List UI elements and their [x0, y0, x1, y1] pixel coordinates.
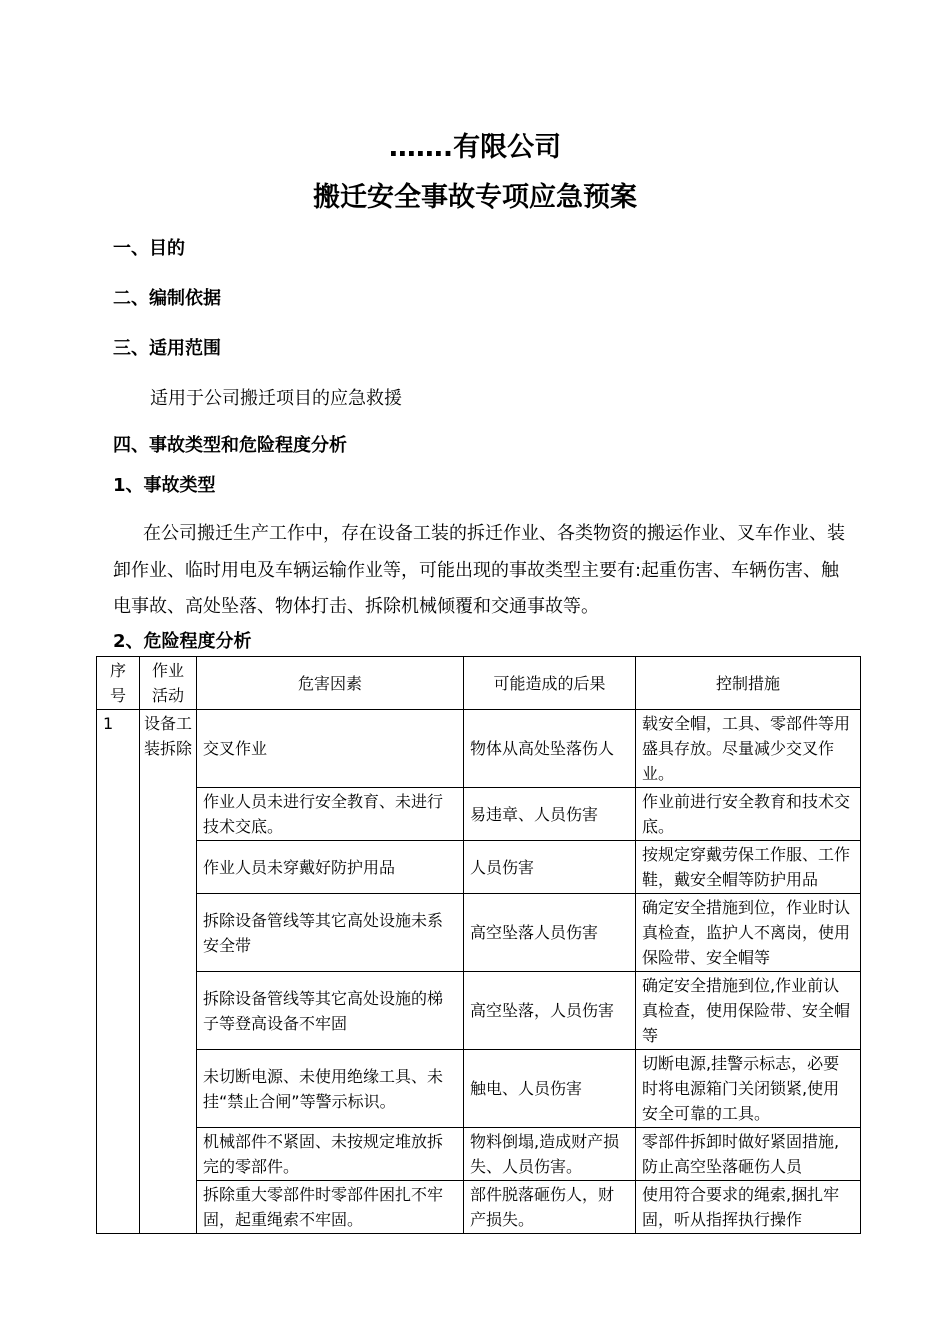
table-row	[97, 1181, 861, 1234]
table-row	[97, 788, 861, 841]
consequence-cell: 易违章、人员伤害	[464, 788, 636, 841]
hazard-cell: 拆除设备管线等其它高处设施的梯子等登高设备不牢固	[197, 972, 464, 1050]
table-row	[97, 710, 861, 788]
section-analysis: 四、事故类型和危险程度分析	[113, 435, 347, 456]
plan-title: 搬迁安全事故专项应急预案	[313, 182, 637, 213]
company-title: …….有限公司	[388, 132, 562, 163]
section-basis: 二、编制依据	[113, 288, 221, 309]
table-header-row	[97, 657, 861, 710]
header-hazard: 危害因素	[197, 657, 464, 710]
hazard-cell: 机械部件不紧固、未按规定堆放拆完的零部件。	[197, 1128, 464, 1181]
control-cell: 确定安全措施到位，作业时认真检查，监护人不离岗，使用保险带、安全帽等	[636, 894, 861, 972]
consequence-cell: 物体从高处坠落伤人	[464, 710, 636, 788]
table-row	[97, 972, 861, 1050]
section-scope: 三、适用范围	[113, 338, 221, 359]
control-cell: 作业前进行安全教育和技术交底。	[636, 788, 861, 841]
accident-types-text: 在公司搬迁生产工作中，存在设备工装的拆迁作业、各类物资的搬运作业、叉车作业、装卸作业、临时用电及车辆运输作业等，可能出现的事故类型主要有:起重伤害、车辆伤害、触电事故、高处坠落、物体打击、拆除机械倾覆和交通事故等。	[113, 523, 845, 617]
hazard-cell: 交叉作业	[197, 710, 464, 788]
header-control: 控制措施	[636, 657, 861, 710]
consequence-cell: 人员伤害	[464, 841, 636, 894]
control-cell: 零部件拆卸时做好紧固措施,防止高空坠落砸伤人员	[636, 1128, 861, 1181]
hazard-cell: 未切断电源、未使用绝缘工具、未挂“禁止合闸”等警示标识。	[197, 1050, 464, 1128]
subsection-accident-types: 1、事故类型	[113, 475, 216, 496]
risk-table	[96, 656, 861, 1234]
consequence-cell: 高空坠落，人员伤害	[464, 972, 636, 1050]
row-activity: 设备工装拆除	[140, 710, 197, 1234]
control-cell: 确定安全措施到位,作业前认真检查，使用保险带、安全帽等	[636, 972, 861, 1050]
section-purpose: 一、目的	[113, 238, 185, 259]
consequence-cell: 物料倒塌,造成财产损失、人员伤害。	[464, 1128, 636, 1181]
header-activity: 作业活动	[140, 657, 197, 710]
hazard-cell: 拆除重大零部件时零部件困扎不牢固，起重绳索不牢固。	[197, 1181, 464, 1234]
consequence-cell: 高空坠落人员伤害	[464, 894, 636, 972]
table-row	[97, 841, 861, 894]
control-cell: 按规定穿戴劳保工作服、工作鞋，戴安全帽等防护用品	[636, 841, 861, 894]
table-row	[97, 894, 861, 972]
subsection-risk-analysis: 2、危险程度分析	[113, 631, 252, 652]
hazard-cell: 拆除设备管线等其它高处设施未系安全带	[197, 894, 464, 972]
table-row	[97, 1128, 861, 1181]
header-no: 序号	[97, 657, 140, 710]
control-cell: 载安全帽，工具、零部件等用盛具存放。尽量减少交叉作业。	[636, 710, 861, 788]
control-cell: 使用符合要求的绳索,捆扎牢固，听从指挥执行操作	[636, 1181, 861, 1234]
scope-text: 适用于公司搬迁项目的应急救援	[150, 388, 402, 409]
control-cell: 切断电源,挂警示标志，必要时将电源箱门关闭锁紧,使用安全可靠的工具。	[636, 1050, 861, 1128]
hazard-cell: 作业人员未穿戴好防护用品	[197, 841, 464, 894]
table-row	[97, 1050, 861, 1128]
header-consequence: 可能造成的后果	[464, 657, 636, 710]
consequence-cell: 触电、人员伤害	[464, 1050, 636, 1128]
hazard-cell: 作业人员未进行安全教育、未进行技术交底。	[197, 788, 464, 841]
row-no: 1	[97, 710, 140, 1234]
consequence-cell: 部件脱落砸伤人，财产损失。	[464, 1181, 636, 1234]
